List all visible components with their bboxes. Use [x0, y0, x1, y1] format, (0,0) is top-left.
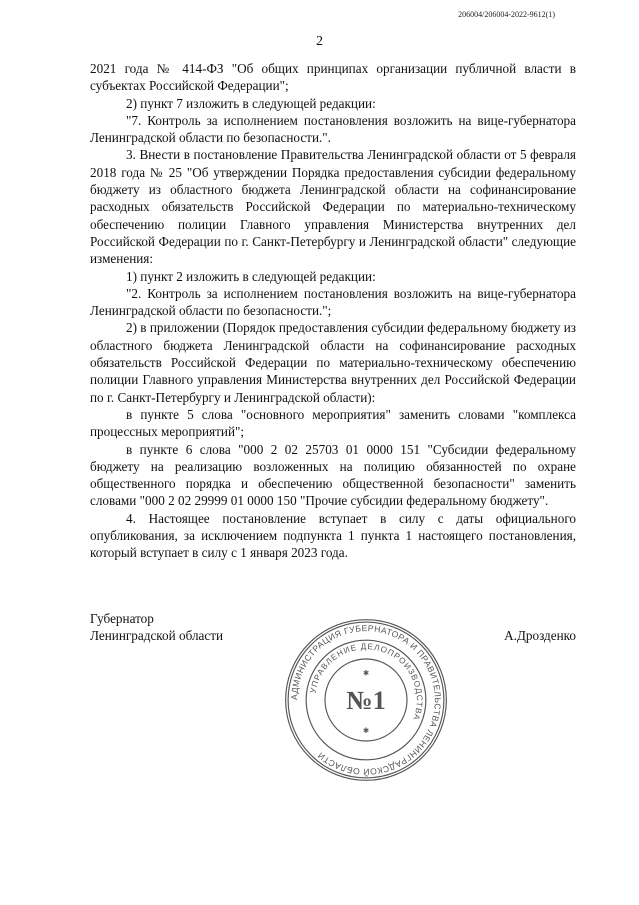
- seal-star-bottom-icon: ✱: [362, 725, 370, 735]
- seal-inner-textpath: УПРАВЛЕНИЕ ДЕЛОПРОИЗВОДСТВА: [308, 642, 424, 722]
- official-seal: [284, 618, 448, 782]
- paragraph: 2021 года № 414-ФЗ "Об общих принципах организации публичной власти в субъектах Российской Федерации";: [90, 61, 576, 94]
- paragraph: в пункте 6 слова "000 2 02 25703 01 0000 151 "Субсидии федеральному бюджету на реализацию возложенных на полицию обязанностей по охране общественного порядка и обеспечению общественной безопасности" заменить словами "000 2 02 29999 01 0000 150 "Прочие субсидии федеральному бюджету".: [90, 441, 576, 509]
- paragraph: 1) пункт 2 изложить в следующей редакции:: [126, 268, 376, 284]
- paragraph: "7. Контроль за исполнением постановления возложить на вице-губернатора Ленинградской области по безопасности.".: [90, 112, 576, 146]
- document-id: 206004/206004-2022-9612(1): [458, 10, 555, 19]
- paragraph: 2) пункт 7 изложить в следующей редакции:: [126, 95, 376, 111]
- paragraph: 2) в приложении (Порядок предоставления субсидии федеральному бюджету из областного бюджета Ленинградской области на софинансирование расходных обязательств Российской Федерации по материально-техническому обеспечению полиции Главного управления Министерства внутренних дел Российской Федерации по г. Санкт-Петербургу и Ленинградской области):: [90, 320, 576, 405]
- paragraph: 3. Внести в постановление Правительства Ленинградской области от 5 февраля 2018 года № 25 "Об утверждении Порядка предоставления субсидии федеральному бюджету из областного бюджета Ленинградской области на софинансирование расходных обязательств Российской Федерации по материально-техническому обеспечению полиции Главного управления Министерства внутренних дел Российской Федерации по г. Санкт-Петербургу и Ленинградской области" следующие изменения:: [90, 147, 576, 267]
- paragraph: "2. Контроль за исполнением постановления возложить на вице-губернатора Ленинградской области по безопасности.";: [90, 285, 576, 319]
- document-body: [90, 60, 576, 562]
- signatory-region: Ленинградской области: [90, 628, 224, 644]
- paragraph: 4. Настоящее постановление вступает в силу с даты официального опубликования, за исключением подпункта 1 пункта 1 настоящего постановления, который вступает в силу с 1 января 2023 года.: [90, 510, 576, 561]
- seal-number: №1: [346, 686, 386, 716]
- seal-outer-textpath: АДМИНИСТРАЦИЯ ГУБЕРНАТОРА И ПРАВИТЕЛЬСТВА ЛЕНИНГРАДСКОЙ ОБЛАСТИ: [289, 623, 443, 777]
- paragraph: в пункте 5 слова "основного мероприятия" заменить словами "комплекса процессных мероприятий";: [90, 406, 576, 440]
- page-number: 2: [316, 34, 323, 49]
- signatory-name: А.Дрозденко: [504, 628, 576, 644]
- signatory-title: Губернатор: [90, 611, 154, 626]
- seal-star-top-icon: ✱: [362, 668, 370, 678]
